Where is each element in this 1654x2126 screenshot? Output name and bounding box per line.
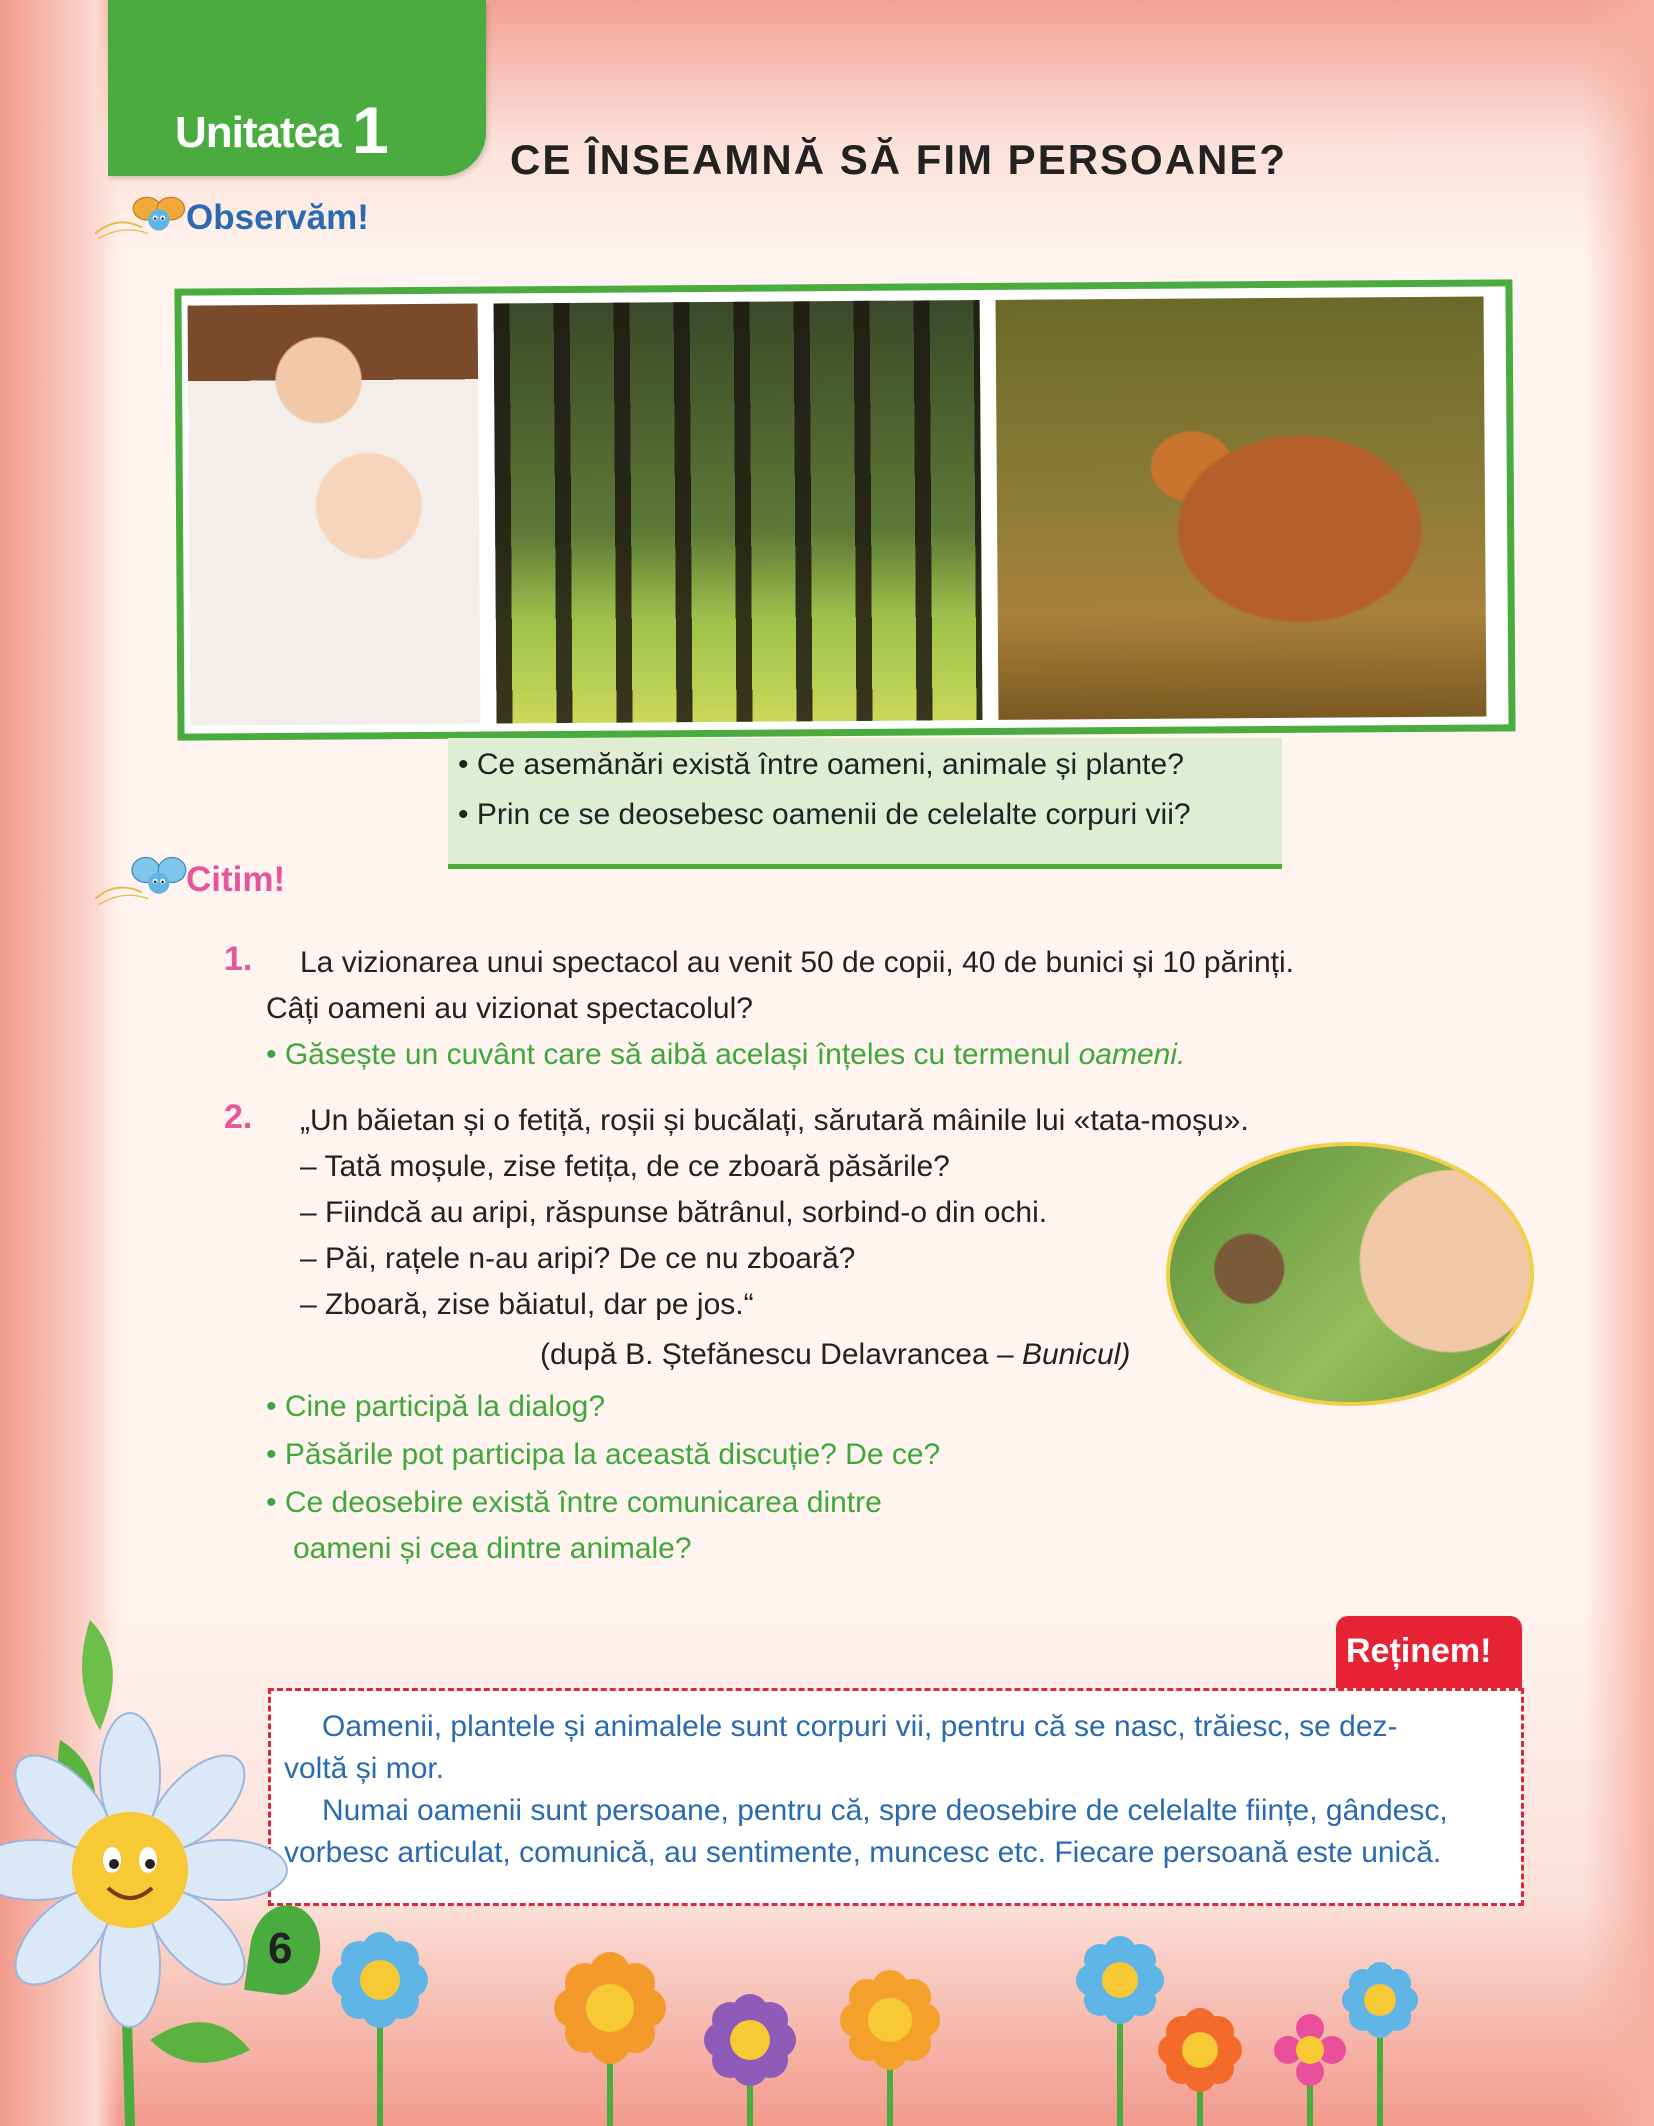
observam-question-1: • Ce asemănări există între oameni, animale și plante? [458,748,1184,781]
item-2-number: 2. [224,1098,253,1136]
item-1-number: 1. [224,940,253,978]
photo-strip [174,279,1515,740]
right-decor-band [1584,0,1654,2126]
dialog-line-4: – Păi, rațele n-au aripi? De ce nu zboară? [300,1242,856,1275]
observam-label: Observăm! [186,198,369,237]
photo-forest [494,300,983,723]
retinem-line-2: voltă și mor. [284,1752,445,1785]
item-1-task-term: oameni. [1078,1038,1186,1071]
daisy-flower-icon [0,1620,340,2126]
page-title: CE ÎNSEAMNĂ SĂ FIM PERSOANE? [510,136,1288,183]
item-2-question-3: • Ce deosebire există între comunicarea dintre [266,1486,882,1519]
retinem-line-4: vorbesc articulat, comunică, au sentimente, muncesc etc. Fiecare persoană este unică. [284,1836,1442,1869]
dialog-line-5: – Zboară, zise băiatul, dar pe jos.“ [300,1288,754,1321]
item-2-question-1: • Cine participă la dialog? [266,1390,606,1423]
item-2-question-3-cont: oameni și cea dintre animale? [293,1532,692,1565]
flower-garden-icon [320,1920,1654,2126]
citim-heading [92,840,285,920]
dialog-source [540,1338,1130,1372]
dialog-line-3: – Fiindcă au aripi, răspunse bătrânul, sorbind-o din ochi. [300,1196,1048,1229]
dialog-line-1: „Un băietan și o fetiță, roșii și bucălați, sărutară mâinile lui «tata-moșu». [300,1104,1249,1137]
item-1-line-1: La vizionarea unui spectacol au venit 50 de copii, 40 de bunici și 10 părinți. [300,946,1294,979]
citim-label: Citim! [186,860,286,899]
item-1-line-2: Câți oameni au vizionat spectacolul? [266,992,753,1025]
item-1-task [266,1038,1185,1072]
page-number: 6 [268,1924,293,1973]
observam-question-2: • Prin ce se deosebesc oamenii de celelalte corpuri vii? [458,798,1191,831]
unit-number: 1 [352,93,389,167]
observam-heading [92,178,369,258]
retinem-line-3: Numai oamenii sunt persoane, pentru că, spre deosebire de celelalte ființe, gândesc, [322,1794,1448,1827]
retinem-label: Reținem! [1346,1632,1492,1670]
item-1-task-text: • Găsește un cuvânt care să aibă același înțeles cu termenul [266,1038,1079,1071]
dialog-source-prefix: (după B. Ștefănescu Delavrancea – [540,1338,1022,1371]
retinem-line-1: Oamenii, plantele și animalele sunt corpuri vii, pentru că se nasc, trăiesc, se dez- [322,1710,1398,1743]
dialog-source-title: Bunicul) [1021,1338,1131,1371]
photo-mother-baby [188,304,481,726]
butterfly-icon [92,840,192,920]
photo-deer [996,297,1487,720]
dialog-line-2: – Tată moșule, zise fetița, de ce zboară păsările? [300,1150,950,1183]
butterfly-icon [92,178,192,258]
item-2-question-2: • Păsările pot participa la această discuție? De ce? [266,1438,941,1471]
photo-girl-with-bird [1166,1142,1534,1406]
unit-label: Unitatea [175,108,341,157]
